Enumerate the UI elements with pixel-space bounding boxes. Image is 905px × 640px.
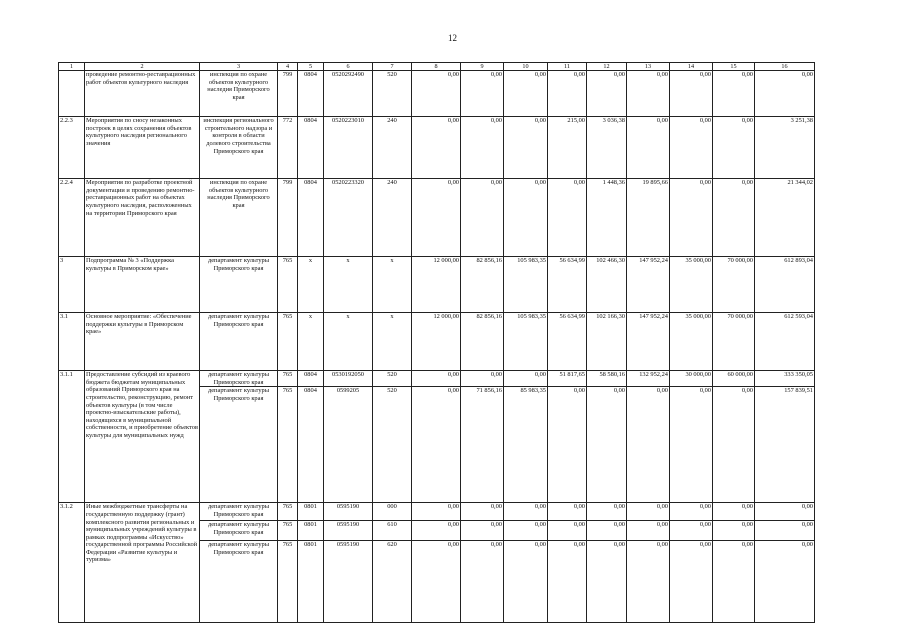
column-header: 1 [59, 63, 85, 71]
amount-cell: 56 634,99 [548, 257, 587, 313]
amount-cell: 0,00 [461, 503, 504, 521]
amount-cell: 51 817,65 [548, 371, 587, 387]
target-code-cell: 0520223320 [324, 179, 373, 257]
row-name-cell: Подпрограмма № 3 «Поддержка культуры в Приморском крае» [85, 257, 200, 313]
row-number-cell: 3 [59, 257, 85, 313]
row-number-cell: 2.2.3 [59, 117, 85, 179]
amount-cell: 0,00 [461, 541, 504, 623]
amount-cell: 0,00 [627, 71, 670, 117]
expense-type-cell: x [373, 257, 412, 313]
amount-cell: 12 000,00 [412, 257, 461, 313]
amount-cell: 0,00 [670, 521, 713, 541]
amount-cell: 0,00 [670, 71, 713, 117]
expense-type-cell: 520 [373, 71, 412, 117]
column-header: 3 [200, 63, 278, 71]
amount-cell: 0,00 [627, 541, 670, 623]
amount-cell: 58 580,16 [587, 371, 627, 387]
section-code-cell: 0804 [298, 179, 324, 257]
column-header: 2 [85, 63, 200, 71]
section-code-cell: x [298, 257, 324, 313]
amount-cell: 0,00 [504, 371, 548, 387]
amount-cell: 0,00 [627, 387, 670, 503]
row-number-cell: 3.1 [59, 313, 85, 371]
grbs-code-cell: 765 [278, 521, 298, 541]
amount-cell: 0,00 [504, 71, 548, 117]
grbs-code-cell: 765 [278, 387, 298, 503]
amount-cell: 0,00 [412, 371, 461, 387]
section-code-cell: 0801 [298, 541, 324, 623]
column-header: 4 [278, 63, 298, 71]
responsible-cell: департамент культуры Приморского края [200, 521, 278, 541]
grbs-code-cell: 765 [278, 313, 298, 371]
amount-cell: 0,00 [548, 503, 587, 521]
amount-cell: 0,00 [461, 521, 504, 541]
responsible-cell: департамент культуры Приморского края [200, 371, 278, 387]
amount-cell: 0,00 [713, 541, 755, 623]
column-header: 16 [755, 63, 815, 71]
table-row [59, 313, 815, 371]
amount-cell: 19 895,66 [627, 179, 670, 257]
amount-cell: 0,00 [755, 521, 815, 541]
responsible-cell: инспекция по охране объектов культурного наследия Приморского края [200, 179, 278, 257]
row-name-cell: Предоставление субсидий из краевого бюджета бюджетам муниципальных образований Приморского края на строительство, реконструкцию, ремонт объектов культуры (в том числе проектно-изыскательские работы), находящихся в муниципальной собственности, и приобретение объектов культуры для муниципальных нужд [85, 371, 200, 503]
amount-cell: 56 634,99 [548, 313, 587, 371]
amount-cell: 82 856,16 [461, 257, 504, 313]
row-number-cell: 3.1.1 [59, 371, 85, 503]
amount-cell: 70 000,00 [713, 257, 755, 313]
row-number-cell: 3.1.2 [59, 503, 85, 623]
amount-cell: 0,00 [587, 387, 627, 503]
grbs-code-cell: 765 [278, 371, 298, 387]
amount-cell: 0,00 [713, 179, 755, 257]
expense-type-cell: 000 [373, 503, 412, 521]
column-header: 14 [670, 63, 713, 71]
expense-type-cell: 520 [373, 387, 412, 503]
section-code-cell: 0804 [298, 387, 324, 503]
column-header: 9 [461, 63, 504, 71]
amount-cell: 0,00 [627, 503, 670, 521]
column-header: 10 [504, 63, 548, 71]
table-row [59, 179, 815, 257]
amount-cell: 132 952,24 [627, 371, 670, 387]
responsible-cell: департамент культуры Приморского края [200, 313, 278, 371]
amount-cell: 157 839,51 [755, 387, 815, 503]
grbs-code-cell: 765 [278, 257, 298, 313]
amount-cell: 0,00 [670, 541, 713, 623]
amount-cell: 85 983,35 [504, 387, 548, 503]
amount-cell: 0,00 [627, 521, 670, 541]
amount-cell: 0,00 [504, 541, 548, 623]
expense-type-cell: 240 [373, 179, 412, 257]
amount-cell: 333 350,05 [755, 371, 815, 387]
amount-cell: 612 593,04 [755, 313, 815, 371]
target-code-cell: 0595190 [324, 503, 373, 521]
column-header: 7 [373, 63, 412, 71]
amount-cell: 82 856,16 [461, 313, 504, 371]
row-number-cell: 2.2.4 [59, 179, 85, 257]
amount-cell: 147 952,24 [627, 313, 670, 371]
grbs-code-cell: 772 [278, 117, 298, 179]
amount-cell: 3 036,38 [587, 117, 627, 179]
amount-cell: 0,00 [461, 371, 504, 387]
amount-cell: 30 000,00 [670, 371, 713, 387]
amount-cell: 0,00 [627, 117, 670, 179]
amount-cell: 0,00 [548, 71, 587, 117]
expense-type-cell: x [373, 313, 412, 371]
target-code-cell: 0595190 [324, 521, 373, 541]
amount-cell: 0,00 [587, 71, 627, 117]
target-code-cell: x [324, 257, 373, 313]
column-header: 13 [627, 63, 670, 71]
amount-cell: 0,00 [755, 71, 815, 117]
amount-cell: 147 952,24 [627, 257, 670, 313]
amount-cell: 215,00 [548, 117, 587, 179]
amount-cell: 612 893,04 [755, 257, 815, 313]
amount-cell: 35 000,00 [670, 313, 713, 371]
column-header: 8 [412, 63, 461, 71]
amount-cell: 1 448,36 [587, 179, 627, 257]
amount-cell: 0,00 [713, 521, 755, 541]
section-code-cell: 0804 [298, 71, 324, 117]
section-code-cell: x [298, 313, 324, 371]
amount-cell: 0,00 [412, 71, 461, 117]
section-code-cell: 0801 [298, 521, 324, 541]
amount-cell: 0,00 [670, 117, 713, 179]
column-header: 5 [298, 63, 324, 71]
amount-cell: 0,00 [504, 117, 548, 179]
expense-type-cell: 610 [373, 521, 412, 541]
row-name-cell: Мероприятия по сносу незаконных построек в целях сохранения объектов культурного наследия регионального значения [85, 117, 200, 179]
amount-cell: 105 983,35 [504, 313, 548, 371]
target-code-cell: 0520223010 [324, 117, 373, 179]
expense-type-cell: 520 [373, 371, 412, 387]
amount-cell: 102 466,30 [587, 257, 627, 313]
responsible-cell: департамент культуры Приморского края [200, 387, 278, 503]
amount-cell: 0,00 [548, 387, 587, 503]
target-code-cell: 0595190 [324, 541, 373, 623]
responsible-cell: департамент культуры Приморского края [200, 257, 278, 313]
amount-cell: 0,00 [412, 179, 461, 257]
amount-cell: 70 000,00 [713, 313, 755, 371]
target-code-cell: 0599205 [324, 387, 373, 503]
amount-cell: 60 000,00 [713, 371, 755, 387]
expense-type-cell: 620 [373, 541, 412, 623]
amount-cell: 35 000,00 [670, 257, 713, 313]
row-name-cell: Иные межбюджетные трансферты на государственную поддержку (грант) комплексного развития региональных и муниципальных учреждений культуры в рамках подпрограммы «Искусство» государственной программы Российской Федерации «Развитие культуры и туризма» [85, 503, 200, 623]
column-header: 15 [713, 63, 755, 71]
column-header: 11 [548, 63, 587, 71]
amount-cell: 12 000,00 [412, 313, 461, 371]
row-number-cell [59, 71, 85, 117]
amount-cell: 0,00 [587, 521, 627, 541]
amount-cell: 0,00 [412, 503, 461, 521]
amount-cell: 0,00 [713, 387, 755, 503]
section-code-cell: 0801 [298, 503, 324, 521]
table-row [59, 71, 815, 117]
amount-cell: 0,00 [670, 503, 713, 521]
amount-cell: 0,00 [548, 521, 587, 541]
responsible-cell: инспекция по охране объектов культурного наследия Приморского края [200, 71, 278, 117]
section-code-cell: 0804 [298, 117, 324, 179]
amount-cell: 0,00 [504, 521, 548, 541]
amount-cell: 0,00 [461, 71, 504, 117]
table-row [59, 371, 815, 387]
responsible-cell: департамент культуры Приморского края [200, 503, 278, 521]
target-code-cell: x [324, 313, 373, 371]
amount-cell: 0,00 [412, 521, 461, 541]
target-code-cell: 0520292490 [324, 71, 373, 117]
amount-cell: 0,00 [670, 387, 713, 503]
target-code-cell: 0530192050 [324, 371, 373, 387]
table-row [59, 503, 815, 521]
amount-cell: 3 251,38 [755, 117, 815, 179]
amount-cell: 0,00 [587, 503, 627, 521]
amount-cell: 0,00 [412, 541, 461, 623]
column-header: 12 [587, 63, 627, 71]
column-header: 6 [324, 63, 373, 71]
table-row [59, 257, 815, 313]
row-name-cell: Основное мероприятие: «Обеспечение поддержки культуры в Приморском крае» [85, 313, 200, 371]
amount-cell: 0,00 [670, 179, 713, 257]
amount-cell: 0,00 [548, 541, 587, 623]
grbs-code-cell: 799 [278, 71, 298, 117]
grbs-code-cell: 799 [278, 179, 298, 257]
amount-cell: 102 166,30 [587, 313, 627, 371]
header-row [59, 63, 815, 71]
responsible-cell: департамент культуры Приморского края [200, 541, 278, 623]
amount-cell: 0,00 [412, 117, 461, 179]
amount-cell: 0,00 [713, 71, 755, 117]
amount-cell: 0,00 [461, 179, 504, 257]
row-name-cell: Мероприятия по разработке проектной документации и проведению ремонтно-реставрационных работ на объектах культурного наследия, расположенных на территории Приморского края [85, 179, 200, 257]
grbs-code-cell: 765 [278, 541, 298, 623]
responsible-cell: инспекция регионального строительного надзора и контроля в области долевого строительства Приморского края [200, 117, 278, 179]
table-row [59, 117, 815, 179]
amount-cell: 0,00 [412, 387, 461, 503]
page-number: 12 [448, 33, 457, 43]
grbs-code-cell: 765 [278, 503, 298, 521]
amount-cell: 105 983,35 [504, 257, 548, 313]
amount-cell: 0,00 [461, 117, 504, 179]
amount-cell: 0,00 [713, 117, 755, 179]
expense-type-cell: 240 [373, 117, 412, 179]
amount-cell: 71 856,16 [461, 387, 504, 503]
amount-cell: 0,00 [713, 503, 755, 521]
amount-cell: 0,00 [504, 179, 548, 257]
amount-cell: 21 344,02 [755, 179, 815, 257]
amount-cell: 0,00 [755, 503, 815, 521]
amount-cell: 0,00 [755, 541, 815, 623]
section-code-cell: 0804 [298, 371, 324, 387]
amount-cell: 0,00 [504, 503, 548, 521]
row-name-cell: проведение ремонтно-реставрационных работ объектов культурного наследия [85, 71, 200, 117]
amount-cell: 0,00 [548, 179, 587, 257]
amount-cell: 0,00 [587, 541, 627, 623]
budget-table [58, 62, 815, 623]
